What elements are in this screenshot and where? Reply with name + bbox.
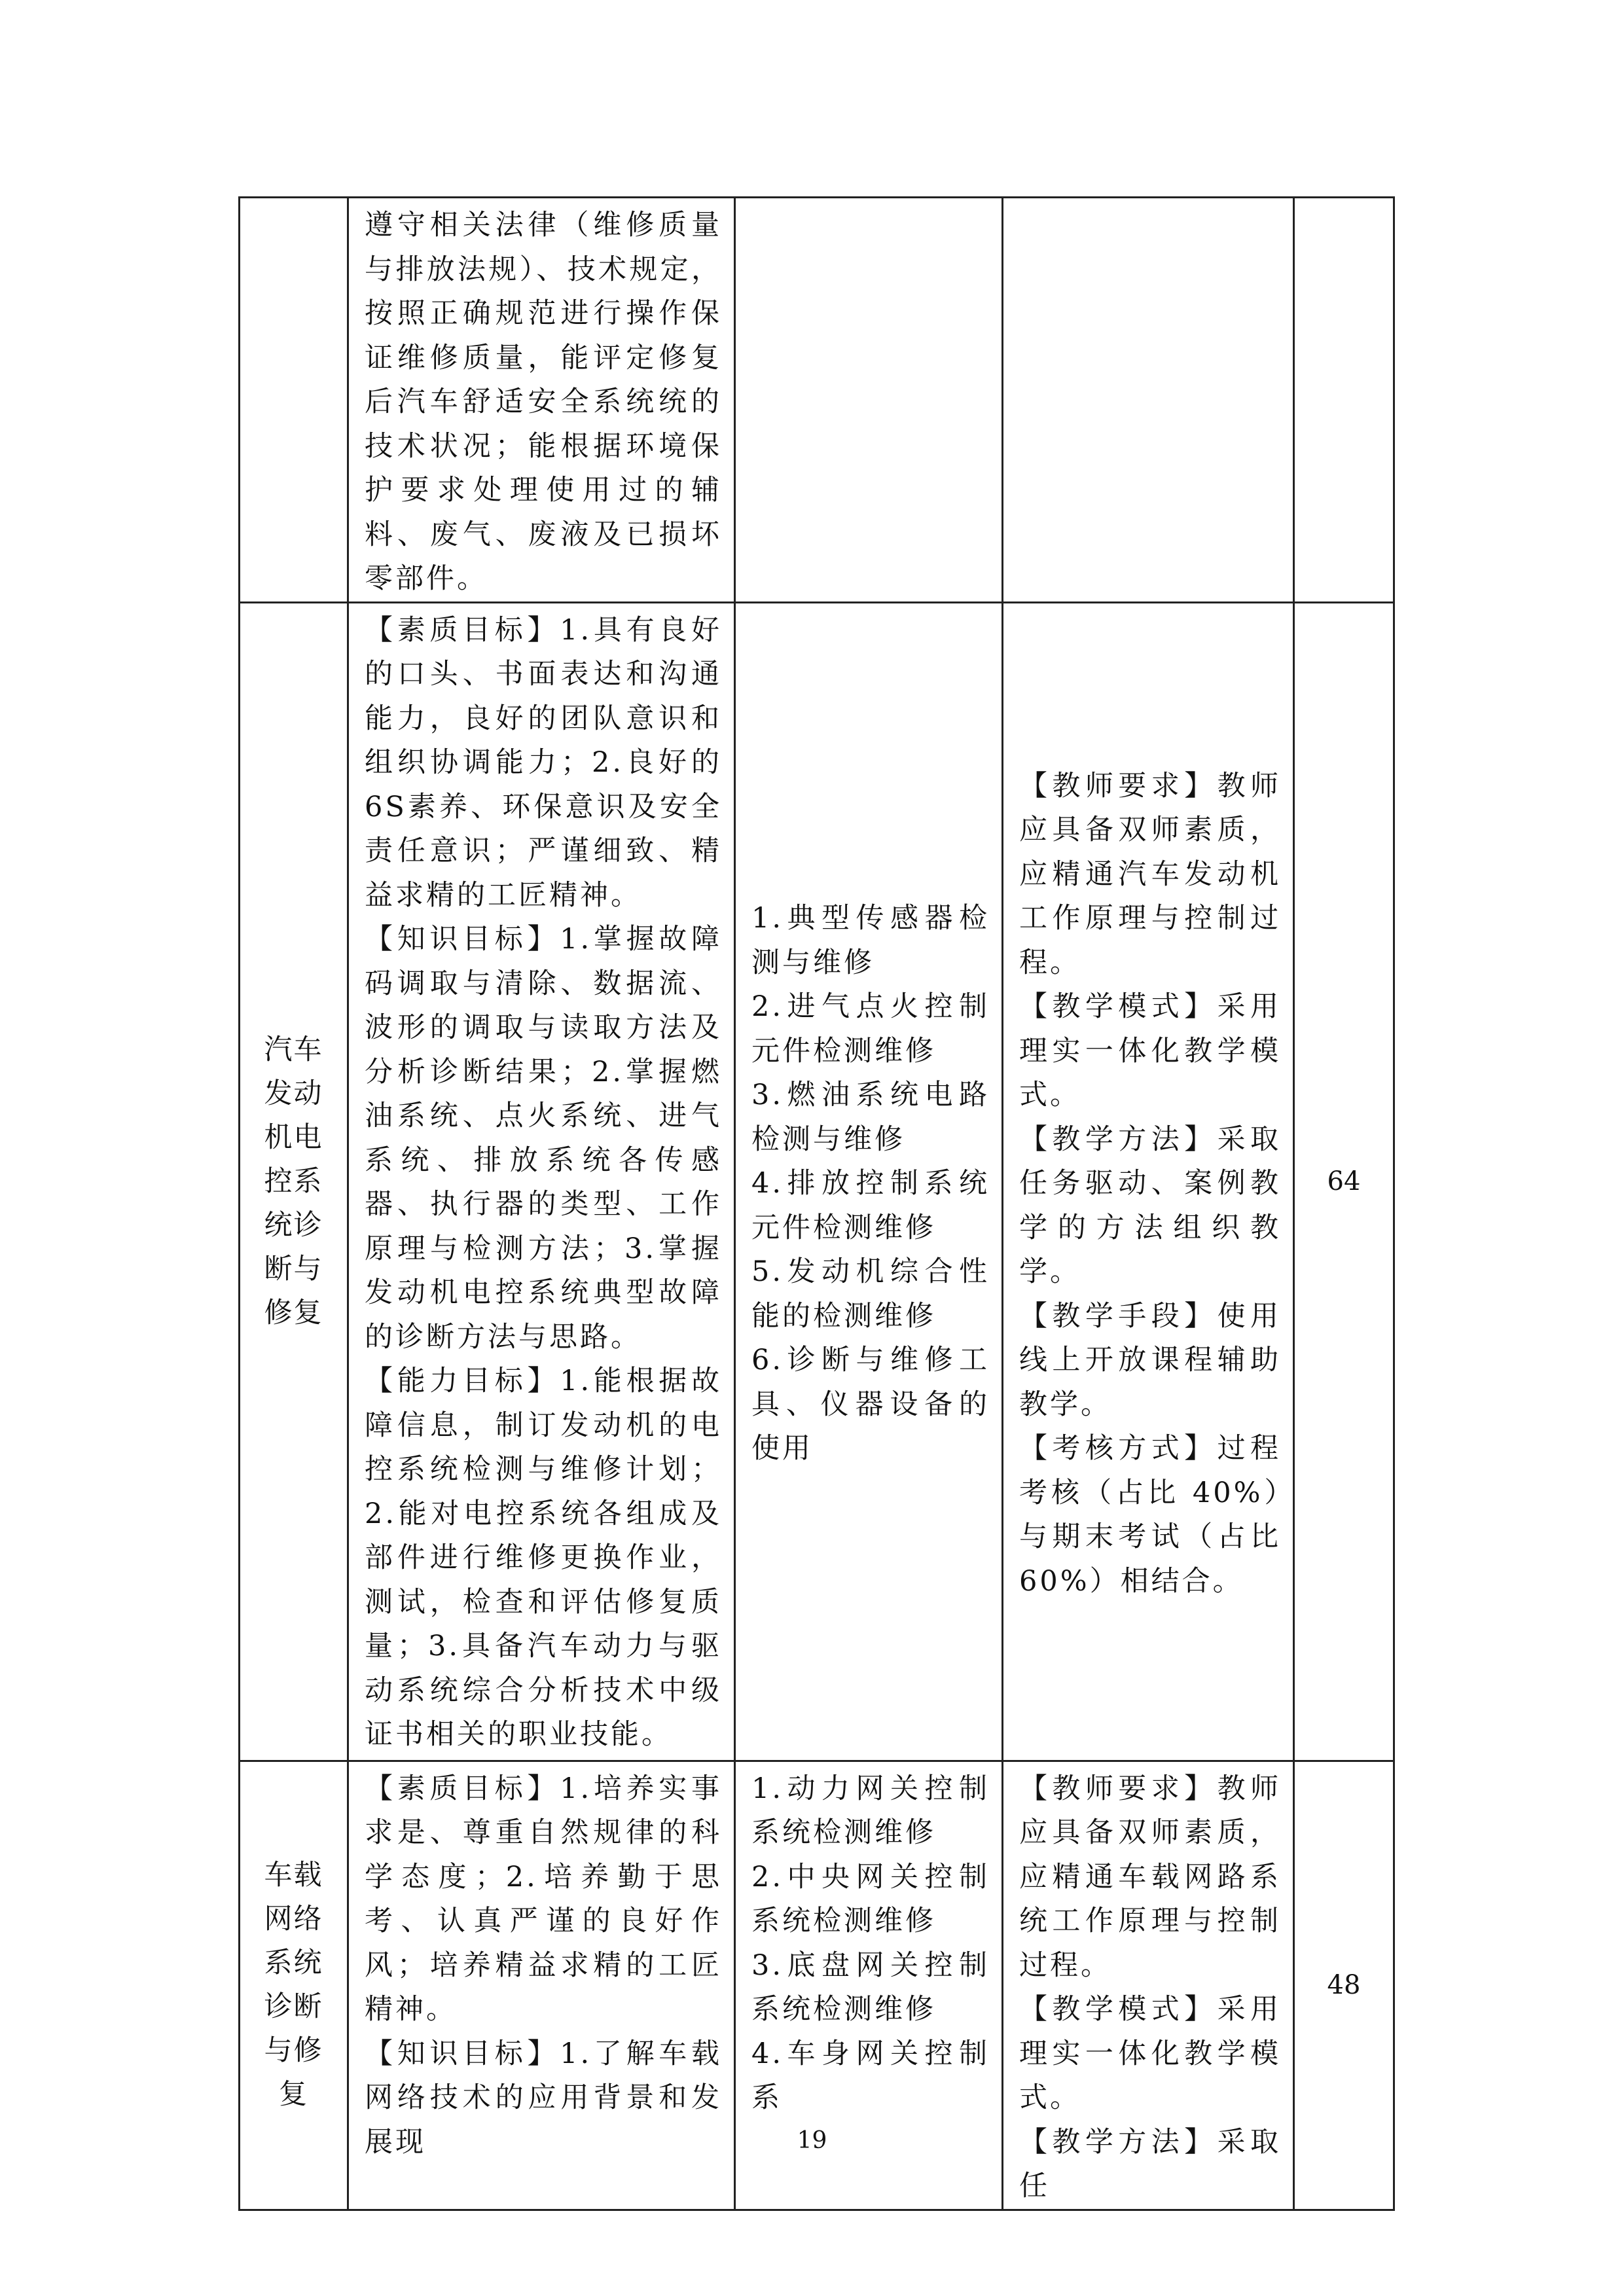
requirement-teacher: 【教师要求】教师应具备双师素质，应精通车载网路系统工作原理与控制过程。 [1019,1772,1281,1982]
hours-value: 48 [1327,1970,1361,2000]
content-item: 1.典型传感器检测与维修 [751,902,990,979]
objective-quality: 【素质目标】1.培养实事求是、尊重自然规律的科学态度；2.培养勤于思考、认真严谨的良好作风；培养精益求精的工匠精神。 [365,1772,722,2026]
hours-cell [1294,198,1394,603]
course-table [238,196,1395,2211]
content-cell [735,602,1003,1761]
content-item: 3.底盘网关控制系统检测维修 [751,1948,990,2026]
content-item: 5.发动机综合性能的检测维修 [751,1255,990,1333]
objective-ability: 【能力目标】1.能根据故障信息，制订发动机的电控系统检测与维修计划；2.能对电控系统各组成及部件进行维修更换作业，测试，检查和评估修复质量；3.具备汽车动力与驱动系统综合分析技术中级证书相关的职业技能。 [365,1365,722,1751]
content-item: 6.诊断与维修工具、仪器设备的使用 [751,1344,990,1465]
course-name: 汽车发动机电控系统诊断与修复 [264,1033,323,1329]
objective-knowledge: 【知识目标】1.掌握故障码调取与清除、数据流、波形的调取与读取方法及分析诊断结果；2.掌握燃油系统、点火系统、进气系统、排放系统各传感器、执行器的类型、工作原理与检测方法；3.掌握发动机电控系统典型故障的诊断方法与思路。 [365,923,722,1354]
requirement-mode: 【教学模式】采用理实一体化教学模式。 [1019,1993,1281,2114]
content-item: 4.车身网关控制系 [751,2037,990,2114]
objectives-cell [348,602,735,1761]
requirement-method: 【教学方法】采取任 [1019,2125,1281,2202]
content-item: 2.中央网关控制系统检测维修 [751,1860,990,1937]
table-row [240,602,1394,1761]
requirements-cell [1003,602,1294,1761]
hours-value: 64 [1327,1166,1361,1196]
course-name-cell [240,602,348,1761]
requirements-cell [1003,198,1294,603]
objective-knowledge: 【知识目标】1.了解车载网络技术的应用背景和发展现 [365,2037,722,2159]
content-item: 2.进气点火控制元件检测维修 [751,990,990,1067]
content-cell [735,198,1003,603]
requirement-teacher: 【教师要求】教师应具备双师素质，应精通汽车发动机工作原理与控制过程。 [1019,769,1281,979]
hours-cell [1294,602,1394,1761]
requirement-assessment: 【考核方式】过程考核（占比 40%）与期末考试（占比 60%）相结合。 [1019,1432,1281,1598]
page-number: 19 [797,2127,827,2154]
content-item: 3.燃油系统电路检测与维修 [751,1079,990,1156]
objective-quality: 【素质目标】1.具有良好的口头、书面表达和沟通能力，良好的团队意识和组织协调能力；2.良好的6S素养、环保意识及安全责任意识；严谨细致、精益求精的工匠精神。 [365,613,722,912]
requirement-method: 【教学方法】采取任务驱动、案例教学的方法组织教学。 [1019,1122,1281,1289]
requirement-means: 【教学手段】使用线上开放课程辅助教学。 [1019,1299,1281,1421]
requirement-mode: 【教学模式】采用理实一体化教学模式。 [1019,990,1281,1112]
course-name-cell [240,198,348,603]
objective-text: 遵守相关法律（维修质量与排放法规）、技术规定，按照正确规范进行操作保证维修质量，能评定修复后汽车舒适安全系统统的技术状况；能根据环境保护要求处理使用过的辅料、废气、废液及已损坏零部件。 [365,209,722,595]
course-name: 车载网络系统诊断与修复 [264,1859,323,2111]
content-item: 1.动力网关控制系统检测维修 [751,1772,990,1849]
objectives-cell [348,198,735,603]
content-item: 4.排放控制系统元件检测维修 [751,1167,990,1244]
table-row [240,198,1394,603]
